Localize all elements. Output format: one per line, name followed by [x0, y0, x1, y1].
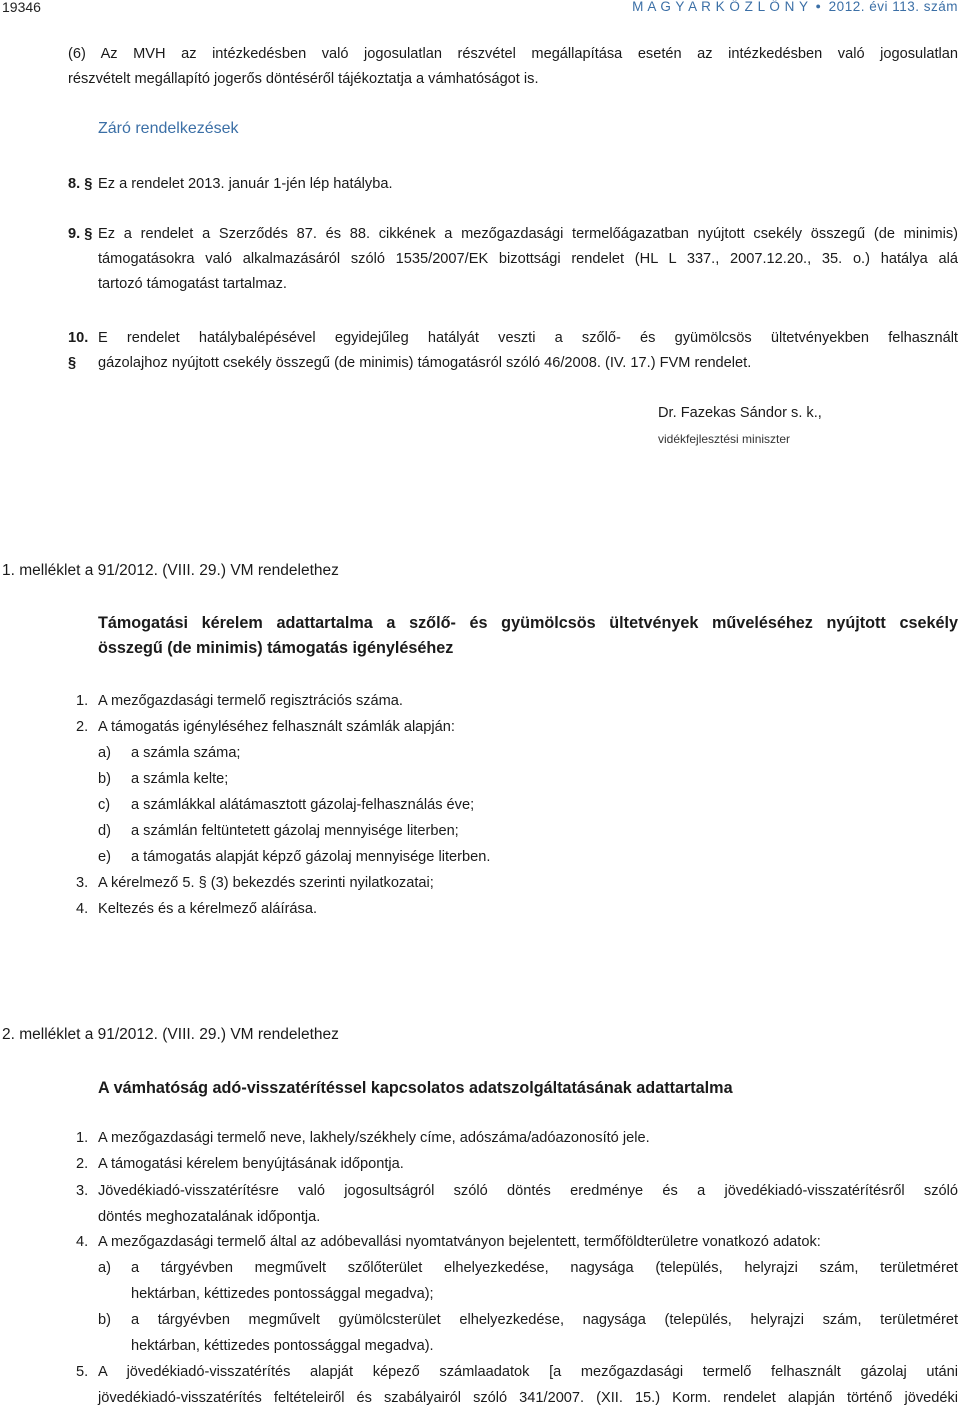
section-number: 9. §	[68, 226, 93, 242]
annex-2-title: 2. melléklet a 91/2012. (VIII. 29.) VM rendelethez	[2, 1026, 339, 1043]
list-text-line-2: döntés meghozatalának időpontja.	[98, 1209, 321, 1225]
section-text-line-2: támogatásokra való alkalmazásáról szóló 1535/2007/EK bizottsági rendelet (HL L 337., 2007.12.20., 35. o.) hatálya alá	[98, 251, 958, 267]
list-item	[76, 1151, 958, 1177]
annex-1-heading-line-1: Támogatási kérelem adattartalma a szőlő- és gyümölcsös ültetvények műveléséhez nyújtott csekély	[98, 614, 958, 632]
list-text: A mezőgazdasági termelő által az adóbevallási nyomtatványon bejelentett, termőföldterületre vonatkozó adatok:	[98, 1234, 821, 1250]
annex-1-title: 1. melléklet a 91/2012. (VIII. 29.) VM rendelethez	[2, 562, 339, 579]
sub-text	[131, 1255, 958, 1307]
journal-name: M A G Y A R K Ö Z L Ö N Y	[632, 0, 809, 14]
annex-1-heading-line-2: összegű (de minimis) támogatás igényléséhez	[98, 639, 454, 657]
intro-line-2: részvételt megállapító jogerős döntéséről tájékoztatja a vámhatóságot is.	[68, 71, 539, 87]
list-item	[76, 714, 958, 740]
sub-marker: e)	[98, 849, 111, 865]
sub-list-item	[98, 1255, 958, 1307]
sub-marker: a)	[98, 745, 111, 761]
sub-text: a számlákkal alátámasztott gázolaj-felhasználás éve;	[131, 797, 475, 813]
list-item	[76, 1229, 958, 1255]
list-text: A támogatási kérelem benyújtásának időpontja.	[98, 1156, 404, 1172]
sub-text: a számla száma;	[131, 745, 241, 761]
sub-text: a számlán feltüntetett gázolaj mennyisége literben;	[131, 823, 459, 839]
signature-name: Dr. Fazekas Sándor s. k.,	[658, 405, 822, 421]
sub-text	[131, 1307, 958, 1359]
sub-list-item	[98, 818, 958, 844]
list-text: A támogatás igényléséhez felhasznált számlák alapján:	[98, 719, 455, 735]
section-text-line-3: tartozó támogatást tartalmaz.	[98, 276, 287, 292]
sub-list-item	[98, 766, 958, 792]
list-marker: 5.	[76, 1364, 89, 1380]
page-number: 19346	[2, 0, 41, 15]
list-text: A mezőgazdasági termelő regisztrációs száma.	[98, 693, 403, 709]
list-item	[76, 1125, 958, 1151]
list-marker: 2.	[76, 1156, 89, 1172]
sub-text-line-2: hektárban, kéttizedes pontossággal megadva).	[131, 1338, 434, 1354]
list-text-line-1: A jövedékiadó-visszatérítés alapját képező számlaadatok [a mezőgazdasági termelő felhasznált gázolaj utáni	[98, 1364, 958, 1380]
issue-label: 2012. évi 113. szám	[828, 0, 958, 14]
sub-list-item	[98, 740, 958, 766]
list-item	[76, 1359, 958, 1385]
intro-paragraph	[68, 42, 958, 92]
section-text-line-1: E rendelet hatálybalépésével egyidejűleg hatályát veszti a szőlő- és gyümölcsös ültetvényekben felhasznált	[98, 330, 958, 346]
list-text: A mezőgazdasági termelő neve, lakhely/székhely címe, adószáma/adóazonosító jele.	[98, 1130, 650, 1146]
sub-marker: c)	[98, 797, 111, 813]
list-item	[76, 688, 958, 714]
sub-text-line-1: a tárgyévben megművelt gyümölcsterület elhelyezkedése, nagysága (település, helyrajzi szám, területméret	[131, 1312, 958, 1328]
list-item	[76, 1178, 958, 1230]
list-marker: 1.	[76, 1130, 89, 1146]
list-text	[98, 1359, 958, 1385]
list-text	[98, 1178, 958, 1230]
page-header	[0, 0, 960, 22]
section-text: Ez a rendelet 2013. január 1-jén lép hatályba.	[98, 176, 393, 192]
list-text: Keltezés és a kérelmező aláírása.	[98, 901, 318, 917]
list-marker: 2.	[76, 719, 89, 735]
sub-marker: d)	[98, 823, 111, 839]
list-marker: 3.	[76, 875, 89, 891]
sub-text: a számla kelte;	[131, 771, 229, 787]
sub-text-line-1: a tárgyévben megművelt szőlőterület elhelyezkedése, nagysága (település, helyrajzi szám, területméret	[131, 1260, 958, 1276]
list-text-line-1: Jövedékiadó-visszatérítésre való jogosultságról szóló döntés eredménye és a jövedékiadó-visszatérítésről szóló	[98, 1183, 958, 1199]
list-text-line-2: jövedékiadó-visszatérítés feltételeiről és szabályairól szóló 341/2007. (XII. 15.) Korm. rendelet alapján történő jövedéki	[98, 1390, 958, 1406]
section-10	[68, 326, 958, 376]
list-marker: 3.	[76, 1183, 89, 1199]
bullet-icon: ●	[815, 1, 822, 11]
sub-marker: b)	[98, 1312, 111, 1328]
list-item	[76, 896, 958, 922]
list-marker: 4.	[76, 901, 89, 917]
section-8	[68, 172, 958, 197]
section-number: 10. §	[68, 330, 89, 371]
closing-provisions-heading: Záró rendelkezések	[98, 120, 239, 137]
intro-line-1: (6) Az MVH az intézkedésben való jogosulatlan részvétel megállapítása esetén az intézkedésben való jogosulatlan	[68, 46, 958, 62]
list-text: A kérelmező 5. § (3) bekezdés szerinti nyilatkozatai;	[98, 875, 434, 891]
list-marker: 1.	[76, 693, 89, 709]
section-text-line-1: Ez a rendelet a Szerződés 87. és 88. cikkének a mezőgazdasági termelőágazatban nyújtott csekély összegű (de minimis)	[98, 226, 958, 242]
signature-title: vidékfejlesztési miniszter	[658, 432, 791, 446]
list-marker: 4.	[76, 1234, 89, 1250]
section-9	[68, 222, 958, 297]
annex-1-heading	[98, 611, 958, 661]
section-text-line-2: gázolajhoz nyújtott csekély összegű (de minimis) támogatásról szóló 46/2008. (IV. 17.) FVM rendelet.	[98, 355, 752, 371]
sub-list-item	[98, 792, 958, 818]
list-text-continuation	[98, 1385, 958, 1411]
sub-marker: b)	[98, 771, 111, 787]
journal-header	[632, 0, 958, 14]
list-item	[76, 870, 958, 896]
sub-text: a támogatás alapját képző gázolaj mennyisége literben.	[131, 849, 491, 865]
sub-list-item	[98, 844, 958, 870]
sub-marker: a)	[98, 1260, 111, 1276]
section-number: 8. §	[68, 176, 93, 192]
sub-text-line-2: hektárban, kéttizedes pontossággal megadva);	[131, 1286, 434, 1302]
sub-list-item	[98, 1307, 958, 1359]
annex-2-heading: A vámhatóság adó-visszatérítéssel kapcsolatos adatszolgáltatásának adattartalma	[98, 1079, 733, 1097]
